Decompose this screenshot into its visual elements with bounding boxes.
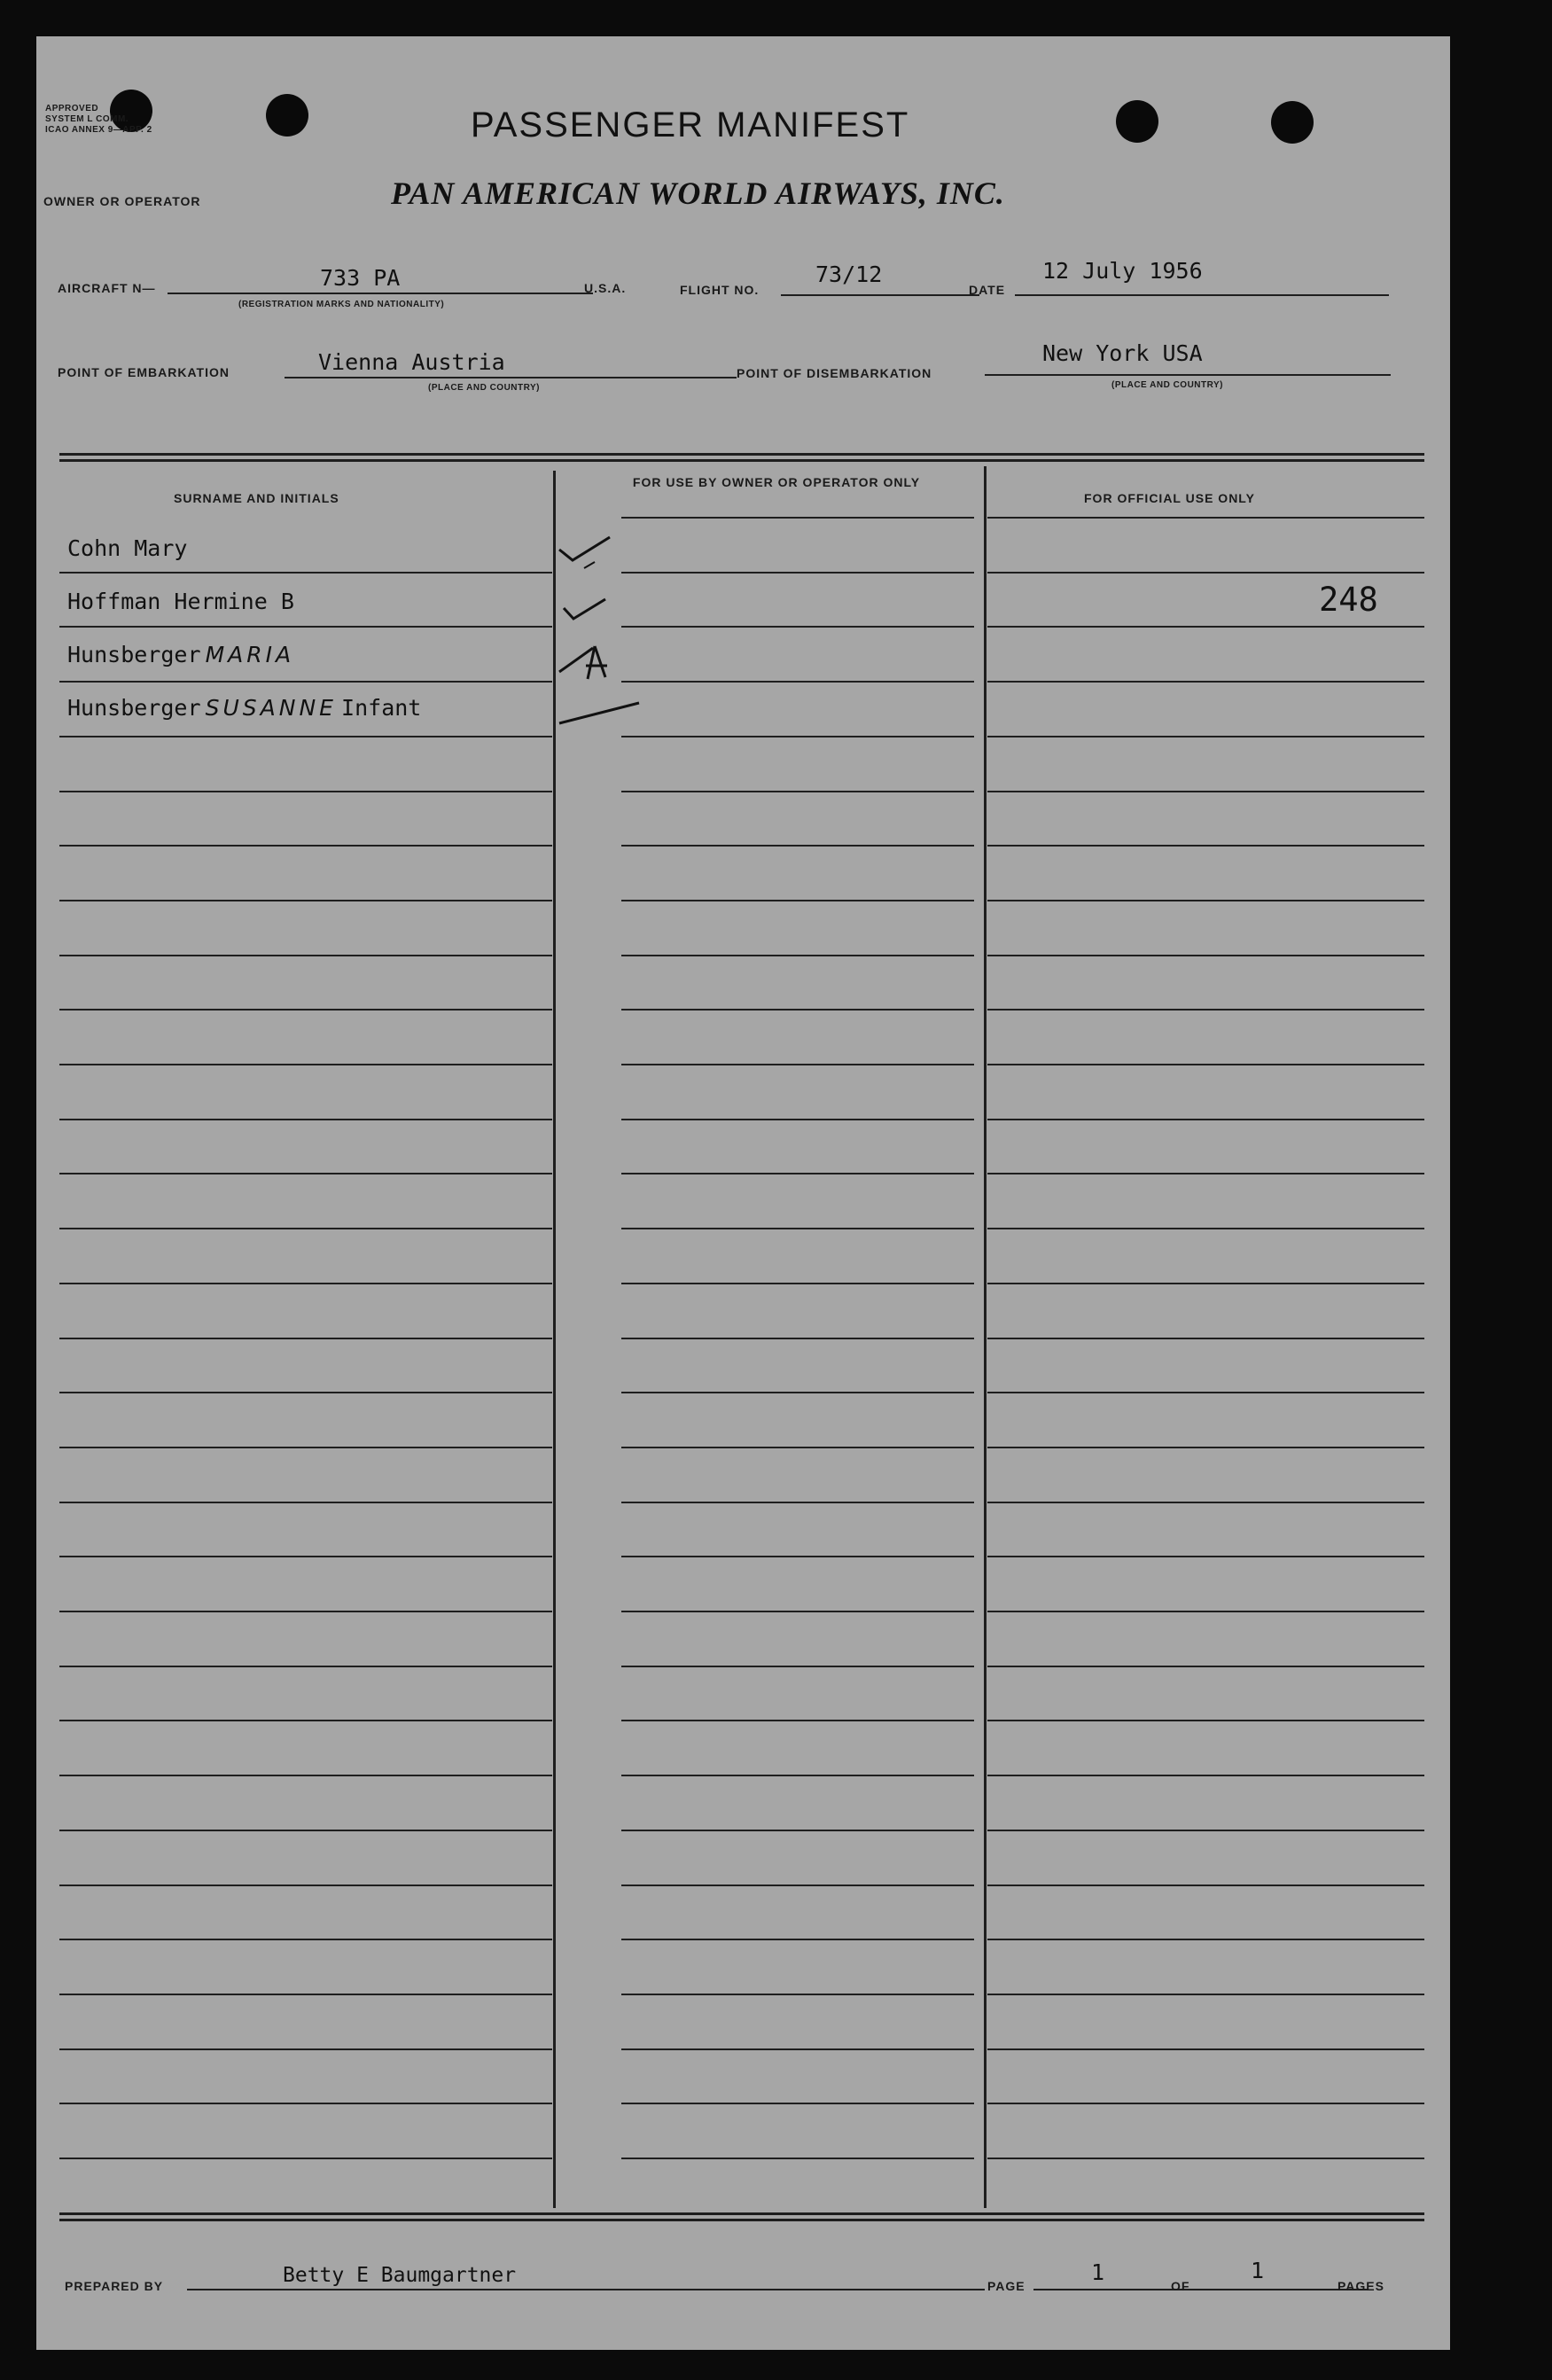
ruled-line <box>59 1009 552 1011</box>
ruled-line <box>59 1283 552 1284</box>
ruled-line <box>59 955 552 956</box>
ruled-line <box>621 1009 974 1011</box>
ruled-line <box>59 2103 552 2104</box>
ruled-line <box>987 1338 1424 1339</box>
prepared-by-underline <box>187 2289 985 2290</box>
ruled-line <box>59 2158 552 2159</box>
flight-label: FLIGHT NO. <box>680 283 760 297</box>
embarkation-place-note: (PLACE AND COUNTRY) <box>428 383 540 393</box>
ruled-line <box>621 1666 974 1667</box>
ruled-line <box>621 1119 974 1120</box>
ruled-line <box>621 2048 974 2050</box>
table-bottom-rule <box>59 2212 1424 2215</box>
ruled-line <box>59 900 552 901</box>
date-label: DATE <box>969 283 1006 297</box>
checkmark-icon <box>584 562 595 568</box>
ruled-line <box>59 1173 552 1174</box>
ruled-line <box>59 1830 552 1831</box>
embarkation-label: POINT OF EMBARKATION <box>58 365 230 379</box>
punch-hole <box>266 94 308 137</box>
passenger-infant-note: Infant <box>341 695 422 721</box>
ruled-line <box>987 1939 1424 1940</box>
ruled-line <box>987 955 1424 956</box>
table-top-rule <box>59 459 1424 462</box>
owner-name: PAN AMERICAN WORLD AIRWAYS, INC. <box>391 176 1005 211</box>
disembarkation-underline <box>985 374 1391 376</box>
ruled-line <box>59 1064 552 1065</box>
ruled-line <box>59 1939 552 1940</box>
passenger-row <box>67 642 294 667</box>
ruled-line <box>621 1392 974 1393</box>
ruled-line <box>59 1666 552 1667</box>
ruled-line <box>621 2158 974 2159</box>
ruled-line <box>987 1994 1424 1995</box>
ruled-line <box>59 681 552 683</box>
ruled-line <box>59 1720 552 1721</box>
ruled-line <box>621 1338 974 1339</box>
date-underline <box>1015 294 1389 296</box>
ruled-line <box>987 626 1424 628</box>
checkmark-icon <box>559 537 610 560</box>
ruled-line <box>59 1775 552 1776</box>
col-header-owner-use-text: FOR USE BY OWNER OR OPERATOR ONLY <box>632 475 921 489</box>
aircraft-underline <box>168 293 593 294</box>
pages-label: PAGES <box>1338 2279 1384 2293</box>
aircraft-label: AIRCRAFT N— <box>58 281 156 295</box>
ruled-line <box>59 1338 552 1339</box>
ruled-line <box>59 791 552 792</box>
ruled-line <box>621 900 974 901</box>
official-note: 248 <box>1319 581 1378 619</box>
embarkation-value: Vienna Austria <box>318 349 505 375</box>
ruled-line <box>621 1064 974 1065</box>
ruled-line <box>987 1173 1424 1174</box>
owner-label: OWNER OR OPERATOR <box>43 194 201 208</box>
prepared-by-label: PREPARED BY <box>65 2279 164 2293</box>
ruled-line <box>59 1994 552 1995</box>
ruled-line <box>987 2103 1424 2104</box>
passenger-row <box>67 589 294 614</box>
approval-line: APPROVED <box>45 104 99 113</box>
ruled-line <box>987 1830 1424 1831</box>
ruled-line <box>987 1884 1424 1886</box>
ruled-line <box>59 1502 552 1503</box>
ruled-line <box>59 2048 552 2050</box>
checkmark-icon <box>564 599 605 619</box>
aircraft-value: 733 PA <box>320 265 401 291</box>
embarkation-gap-line <box>621 377 737 378</box>
flight-value: 73/12 <box>815 261 883 287</box>
ruled-line <box>59 845 552 847</box>
ruled-line <box>987 1720 1424 1721</box>
ruled-line <box>987 1447 1424 1448</box>
ruled-line <box>621 955 974 956</box>
table-top-rule <box>59 453 1424 456</box>
page-number: 1 <box>1091 2259 1105 2285</box>
ruled-line <box>621 1939 974 1940</box>
column-divider <box>984 466 987 2208</box>
ruled-line <box>621 1173 974 1174</box>
disembarkation-value: New York USA <box>1042 340 1203 366</box>
disembarkation-place-note: (PLACE AND COUNTRY) <box>1111 380 1223 390</box>
passenger-given-name: MARIA <box>205 642 295 667</box>
table-bottom-rule <box>59 2219 1424 2221</box>
ruled-line <box>987 1775 1424 1776</box>
registration-note: (REGISTRATION MARKS AND NATIONALITY) <box>238 300 445 309</box>
ruled-line <box>987 791 1424 792</box>
ruled-line <box>621 517 974 519</box>
passenger-row <box>67 695 421 721</box>
ruled-line <box>621 1884 974 1886</box>
flight-underline <box>781 294 979 296</box>
ruled-line <box>621 791 974 792</box>
ruled-line <box>987 1228 1424 1229</box>
disembarkation-label: POINT OF DISEMBARKATION <box>737 366 932 380</box>
ruled-line <box>59 572 552 574</box>
checkmark-icon <box>559 703 639 723</box>
ruled-line <box>987 736 1424 737</box>
embarkation-underline <box>285 377 621 378</box>
ruled-line <box>621 1228 974 1229</box>
ruled-line <box>621 845 974 847</box>
approval-line: SYSTEM L COMM. <box>45 114 129 124</box>
checkmark-icon <box>559 648 593 672</box>
ruled-line <box>621 1830 974 1831</box>
manifest-sheet <box>36 36 1450 2350</box>
ruled-line <box>987 845 1424 847</box>
ruled-line <box>59 1392 552 1393</box>
ruled-line <box>987 681 1424 683</box>
punch-hole <box>1271 101 1314 144</box>
passenger-name: Hunsberger <box>67 642 201 667</box>
col-header-official-use: FOR OFFICIAL USE ONLY <box>1084 491 1255 505</box>
ruled-line <box>59 1611 552 1612</box>
country-code: U.S.A. <box>584 281 627 295</box>
ruled-line <box>59 1447 552 1448</box>
passenger-given-name: SUSANNE <box>205 695 337 721</box>
ruled-line <box>621 1775 974 1776</box>
ruled-line <box>987 572 1424 574</box>
ruled-line <box>621 1611 974 1612</box>
form-title: PASSENGER MANIFEST <box>471 105 910 144</box>
page-label: PAGE <box>987 2279 1026 2293</box>
ruled-line <box>59 1228 552 1229</box>
ruled-line <box>987 2158 1424 2159</box>
punch-hole <box>1116 100 1158 143</box>
ruled-line <box>621 1447 974 1448</box>
ruled-line <box>621 1994 974 1995</box>
ruled-line <box>621 1502 974 1503</box>
approval-note <box>45 104 152 136</box>
date-value: 12 July 1956 <box>1042 258 1203 284</box>
ruled-line <box>987 1064 1424 1065</box>
ruled-line <box>987 1611 1424 1612</box>
ruled-line <box>621 2103 974 2104</box>
ruled-line <box>987 517 1424 519</box>
ruled-line <box>987 1502 1424 1503</box>
ruled-line <box>59 1556 552 1557</box>
ruled-line <box>59 626 552 628</box>
ruled-line <box>59 736 552 737</box>
check-marks <box>533 519 675 776</box>
ruled-line <box>987 1009 1424 1011</box>
ruled-line <box>987 2048 1424 2050</box>
approval-line: ICAO ANNEX 9—APP. 2 <box>45 125 152 135</box>
ruled-line <box>621 1556 974 1557</box>
of-label: OF <box>1171 2279 1190 2293</box>
col-header-surname: SURNAME AND INITIALS <box>174 491 339 505</box>
ruled-line <box>987 1119 1424 1120</box>
ruled-line <box>987 1392 1424 1393</box>
passenger-row <box>67 535 187 561</box>
passenger-name: Hunsberger <box>67 695 201 721</box>
ruled-line <box>621 1283 974 1284</box>
ruled-line <box>59 1119 552 1120</box>
total-pages: 1 <box>1251 2258 1265 2283</box>
ruled-line <box>621 1720 974 1721</box>
passenger-name: Cohn Mary <box>67 535 188 561</box>
ruled-line <box>987 1283 1424 1284</box>
passenger-name: Hoffman Hermine B <box>67 589 294 614</box>
ruled-line <box>987 1666 1424 1667</box>
ruled-line <box>987 900 1424 901</box>
ruled-line <box>987 1556 1424 1557</box>
prepared-by-value: Betty E Baumgartner <box>283 2264 517 2287</box>
ruled-line <box>59 1884 552 1886</box>
col-header-owner-use <box>612 476 940 489</box>
